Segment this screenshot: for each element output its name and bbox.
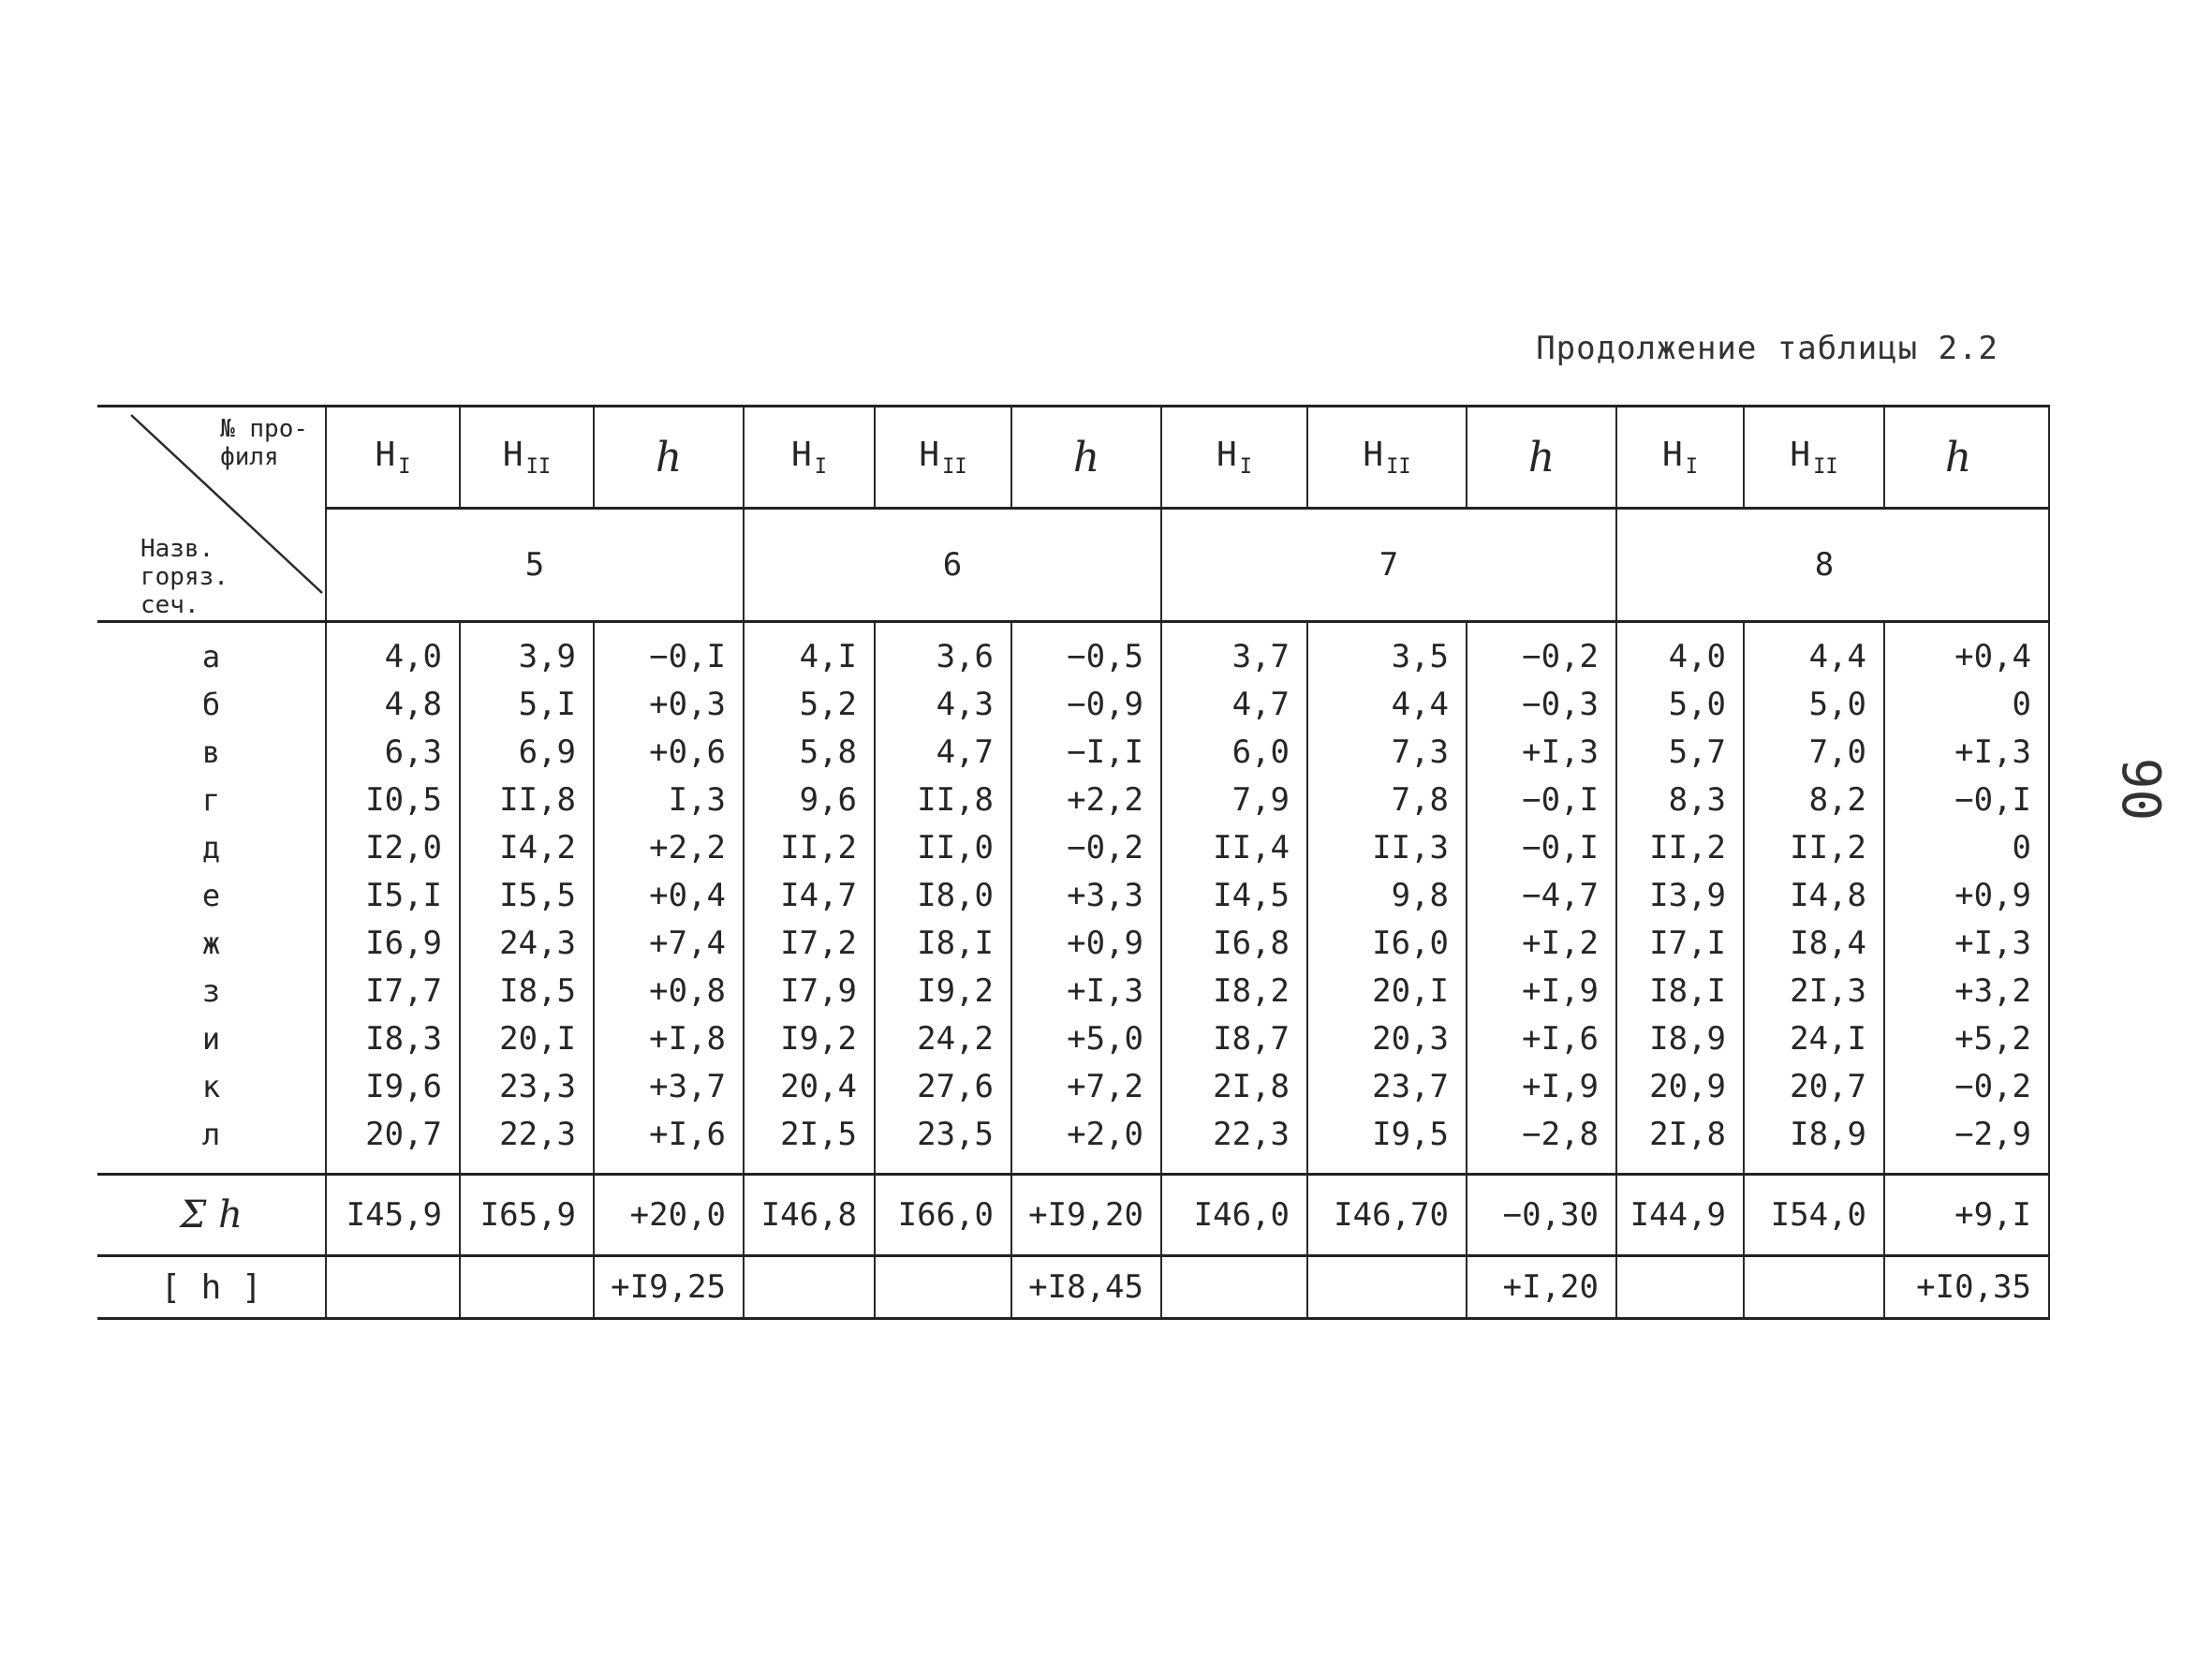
table-cell: 5,0 bbox=[1616, 680, 1744, 728]
table-cell: 5,I bbox=[460, 680, 594, 728]
row-label: г bbox=[97, 776, 326, 823]
table-cell: 27,6 bbox=[875, 1062, 1011, 1110]
table-cell: I4,8 bbox=[1744, 871, 1884, 919]
table-row bbox=[97, 967, 2049, 1015]
row-label: к bbox=[97, 1062, 326, 1110]
table-cell: I8,0 bbox=[875, 871, 1011, 919]
table-cell: 24,2 bbox=[875, 1015, 1011, 1062]
table-cell: +I9,25 bbox=[594, 1256, 744, 1319]
table-cell: 7,8 bbox=[1307, 776, 1467, 823]
row-label: л bbox=[97, 1110, 326, 1175]
table-cell: 3,9 bbox=[460, 622, 594, 681]
table-cell bbox=[460, 1256, 594, 1319]
table-cell: 8,2 bbox=[1744, 776, 1884, 823]
row-label: д bbox=[97, 823, 326, 871]
col-header-h1: H $_I$ bbox=[1616, 407, 1744, 509]
table-cell: I8,4 bbox=[1744, 919, 1884, 967]
table-cell: I,3 bbox=[594, 776, 744, 823]
table-cell: I9,2 bbox=[744, 1015, 875, 1062]
table-cell: I0,5 bbox=[326, 776, 460, 823]
table-cell bbox=[744, 1256, 875, 1319]
table-cell: 4,3 bbox=[875, 680, 1011, 728]
table-cell: 9,8 bbox=[1307, 871, 1467, 919]
table-cell: 23,5 bbox=[875, 1110, 1011, 1175]
table-cell: II,3 bbox=[1307, 823, 1467, 871]
table-cell: I46,0 bbox=[1161, 1175, 1307, 1256]
row-label: и bbox=[97, 1015, 326, 1062]
table-cell: −0,2 bbox=[1011, 823, 1161, 871]
row-label: з bbox=[97, 967, 326, 1015]
table-cell: 5,7 bbox=[1616, 728, 1744, 776]
table-cell: 20,7 bbox=[1744, 1062, 1884, 1110]
table-cell: −0,30 bbox=[1467, 1175, 1616, 1256]
table-cell: 2I,8 bbox=[1616, 1110, 1744, 1175]
col-header-h2: H $_{II}$ bbox=[460, 407, 594, 509]
table-cell: I46,70 bbox=[1307, 1175, 1467, 1256]
table-cell: +3,7 bbox=[594, 1062, 744, 1110]
table-cell: +7,4 bbox=[594, 919, 744, 967]
table-cell bbox=[1307, 1256, 1467, 1319]
table-cell: 8,3 bbox=[1616, 776, 1744, 823]
row-label: Σ h bbox=[97, 1175, 326, 1256]
table-cell: I4,2 bbox=[460, 823, 594, 871]
table-cell: +0,6 bbox=[594, 728, 744, 776]
table-cell: I6,9 bbox=[326, 919, 460, 967]
table-cell: II,2 bbox=[744, 823, 875, 871]
table-cell: +I,6 bbox=[1467, 1015, 1616, 1062]
table-row bbox=[97, 1062, 2049, 1110]
row-label: б bbox=[97, 680, 326, 728]
table-cell: I8,9 bbox=[1744, 1110, 1884, 1175]
table-cell: +I9,20 bbox=[1011, 1175, 1161, 1256]
table-cell: 23,7 bbox=[1307, 1062, 1467, 1110]
table-cell: +I,3 bbox=[1884, 728, 2049, 776]
profile-number-7: 7 bbox=[1161, 509, 1616, 622]
table-row bbox=[97, 823, 2049, 871]
table-cell: −0,3 bbox=[1467, 680, 1616, 728]
table-cell: 2I,8 bbox=[1161, 1062, 1307, 1110]
table-cell: −2,8 bbox=[1467, 1110, 1616, 1175]
table-cell: −0,I bbox=[1467, 823, 1616, 871]
table-cell: +0,9 bbox=[1011, 919, 1161, 967]
sum-row bbox=[97, 1175, 2049, 1256]
table-cell: II,2 bbox=[1616, 823, 1744, 871]
table-cell: 4,I bbox=[744, 622, 875, 681]
row-label: в bbox=[97, 728, 326, 776]
table-cell: 4,7 bbox=[875, 728, 1011, 776]
row-label: [ h ] bbox=[97, 1256, 326, 1319]
table-cell: +I8,45 bbox=[1011, 1256, 1161, 1319]
col-header-h2: H $_{II}$ bbox=[1744, 407, 1884, 509]
table-cell: I5,5 bbox=[460, 871, 594, 919]
average-row bbox=[97, 1256, 2049, 1319]
table-cell: 9,6 bbox=[744, 776, 875, 823]
row-label: а bbox=[97, 622, 326, 681]
table-cell: I4,7 bbox=[744, 871, 875, 919]
table-cell: +I,8 bbox=[594, 1015, 744, 1062]
table-cell: 4,4 bbox=[1744, 622, 1884, 681]
table-cell: I7,9 bbox=[744, 967, 875, 1015]
table-cell: 5,8 bbox=[744, 728, 875, 776]
row-label: е bbox=[97, 871, 326, 919]
table-cell: I5,I bbox=[326, 871, 460, 919]
table-cell: 4,0 bbox=[1616, 622, 1744, 681]
table-cell: I8,9 bbox=[1616, 1015, 1744, 1062]
table-cell: I46,8 bbox=[744, 1175, 875, 1256]
table-cell: 6,9 bbox=[460, 728, 594, 776]
table-cell: +2,0 bbox=[1011, 1110, 1161, 1175]
table-row bbox=[97, 919, 2049, 967]
table-cell: −0,I bbox=[1884, 776, 2049, 823]
table-cell: +0,3 bbox=[594, 680, 744, 728]
table-cell: I8,3 bbox=[326, 1015, 460, 1062]
table-cell: 4,4 bbox=[1307, 680, 1467, 728]
table-cell: 6,3 bbox=[326, 728, 460, 776]
table-cell: I8,I bbox=[875, 919, 1011, 967]
table-cell: +9,I bbox=[1884, 1175, 2049, 1256]
table-cell: I9,2 bbox=[875, 967, 1011, 1015]
table-cell: 20,4 bbox=[744, 1062, 875, 1110]
col-header-h2: H $_{II}$ bbox=[1307, 407, 1467, 509]
table-cell: −0,2 bbox=[1884, 1062, 2049, 1110]
table-cell: +I,9 bbox=[1467, 1062, 1616, 1110]
col-header-h: h bbox=[1011, 407, 1161, 509]
table-cell: −4,7 bbox=[1467, 871, 1616, 919]
table-cell: 20,I bbox=[460, 1015, 594, 1062]
table-cell: I3,9 bbox=[1616, 871, 1744, 919]
col-header-h1: H $_I$ bbox=[1161, 407, 1307, 509]
table-cell: II,8 bbox=[460, 776, 594, 823]
profile-number-label: № про- филя bbox=[220, 414, 308, 471]
table-cell: +7,2 bbox=[1011, 1062, 1161, 1110]
table-cell: 7,3 bbox=[1307, 728, 1467, 776]
table-cell: 23,3 bbox=[460, 1062, 594, 1110]
table-cell: 24,3 bbox=[460, 919, 594, 967]
table-cell bbox=[1744, 1256, 1884, 1319]
table-cell: 0 bbox=[1884, 823, 2049, 871]
table-cell: I8,7 bbox=[1161, 1015, 1307, 1062]
col-header-h1: H $_I$ bbox=[326, 407, 460, 509]
table-cell: I8,5 bbox=[460, 967, 594, 1015]
measurement-table bbox=[97, 405, 2050, 1320]
table-cell: I7,7 bbox=[326, 967, 460, 1015]
table-cell: 20,3 bbox=[1307, 1015, 1467, 1062]
table-cell: 5,2 bbox=[744, 680, 875, 728]
table-cell: +I,3 bbox=[1884, 919, 2049, 967]
table-cell: −0,9 bbox=[1011, 680, 1161, 728]
table-cell: I9,5 bbox=[1307, 1110, 1467, 1175]
profile-number-5: 5 bbox=[326, 509, 744, 622]
table-cell: +I,2 bbox=[1467, 919, 1616, 967]
table-cell: I9,6 bbox=[326, 1062, 460, 1110]
table-body bbox=[97, 622, 2049, 1175]
table-cell: 4,8 bbox=[326, 680, 460, 728]
row-label: ж bbox=[97, 919, 326, 967]
corner-header-cell bbox=[97, 407, 326, 622]
table-cell: +3,2 bbox=[1884, 967, 2049, 1015]
table-row bbox=[97, 1110, 2049, 1175]
col-header-h: h bbox=[1884, 407, 2049, 509]
table-cell: 6,0 bbox=[1161, 728, 1307, 776]
table-row bbox=[97, 776, 2049, 823]
table-cell: +0,4 bbox=[594, 871, 744, 919]
table-cell: +3,3 bbox=[1011, 871, 1161, 919]
table-cell: +I,3 bbox=[1011, 967, 1161, 1015]
page-number: 90 bbox=[2110, 757, 2172, 822]
table-cell: +I0,35 bbox=[1884, 1256, 2049, 1319]
table-cell bbox=[1161, 1256, 1307, 1319]
table-cell: −0,I bbox=[1467, 776, 1616, 823]
table-cell: 5,0 bbox=[1744, 680, 1884, 728]
table-cell: I4,5 bbox=[1161, 871, 1307, 919]
table-cell: +I,9 bbox=[1467, 967, 1616, 1015]
table-cell bbox=[1616, 1256, 1744, 1319]
table-cell: I54,0 bbox=[1744, 1175, 1884, 1256]
table-cell: II,8 bbox=[875, 776, 1011, 823]
table-cell: 4,7 bbox=[1161, 680, 1307, 728]
table-cell: II,4 bbox=[1161, 823, 1307, 871]
table-row bbox=[97, 622, 2049, 681]
table-cell: I2,0 bbox=[326, 823, 460, 871]
profile-number-8: 8 bbox=[1616, 509, 2049, 622]
table-cell: 20,I bbox=[1307, 967, 1467, 1015]
table-cell: −2,9 bbox=[1884, 1110, 2049, 1175]
table-cell: −0,2 bbox=[1467, 622, 1616, 681]
table-cell: −0,I bbox=[594, 622, 744, 681]
table-caption: Продолжение таблицы 2.2 bbox=[1536, 330, 1998, 367]
table-cell: I8,2 bbox=[1161, 967, 1307, 1015]
table-row bbox=[97, 1015, 2049, 1062]
table-cell: I44,9 bbox=[1616, 1175, 1744, 1256]
table-cell: +I,20 bbox=[1467, 1256, 1616, 1319]
table-cell: +0,4 bbox=[1884, 622, 2049, 681]
table-cell: I66,0 bbox=[875, 1175, 1011, 1256]
profile-number-6: 6 bbox=[744, 509, 1161, 622]
table-cell: +5,2 bbox=[1884, 1015, 2049, 1062]
table-cell: +I,6 bbox=[594, 1110, 744, 1175]
table-row bbox=[97, 728, 2049, 776]
table-cell: 4,0 bbox=[326, 622, 460, 681]
table-cell: 24,I bbox=[1744, 1015, 1884, 1062]
table-cell: 2I,5 bbox=[744, 1110, 875, 1175]
table-cell: 20,9 bbox=[1616, 1062, 1744, 1110]
table-cell: +I,3 bbox=[1467, 728, 1616, 776]
table-cell bbox=[326, 1256, 460, 1319]
table-cell: +2,2 bbox=[594, 823, 744, 871]
table-cell: I65,9 bbox=[460, 1175, 594, 1256]
table-cell: +2,2 bbox=[1011, 776, 1161, 823]
table-row bbox=[97, 871, 2049, 919]
table-cell: +0,8 bbox=[594, 967, 744, 1015]
table-cell: II,0 bbox=[875, 823, 1011, 871]
table-cell: +5,0 bbox=[1011, 1015, 1161, 1062]
table-cell: 3,7 bbox=[1161, 622, 1307, 681]
table-cell: +20,0 bbox=[594, 1175, 744, 1256]
table-cell: 3,5 bbox=[1307, 622, 1467, 681]
table-cell: 22,3 bbox=[460, 1110, 594, 1175]
table-cell: 3,6 bbox=[875, 622, 1011, 681]
col-header-h2: H $_{II}$ bbox=[875, 407, 1011, 509]
table-cell: 20,7 bbox=[326, 1110, 460, 1175]
col-header-h1: H $_I$ bbox=[744, 407, 875, 509]
table-cell: I45,9 bbox=[326, 1175, 460, 1256]
table-cell: I6,0 bbox=[1307, 919, 1467, 967]
table-cell: 2I,3 bbox=[1744, 967, 1884, 1015]
profile-header-row bbox=[97, 509, 2049, 622]
table-cell: −0,5 bbox=[1011, 622, 1161, 681]
table-cell: 0 bbox=[1884, 680, 2049, 728]
col-header-h: h bbox=[1467, 407, 1616, 509]
table-cell: I7,I bbox=[1616, 919, 1744, 967]
table-cell: 7,9 bbox=[1161, 776, 1307, 823]
table-cell: II,2 bbox=[1744, 823, 1884, 871]
section-name-label: Назв. горяз. сеч. bbox=[140, 534, 229, 619]
table-cell bbox=[875, 1256, 1011, 1319]
col-header-h: h bbox=[594, 407, 744, 509]
table-cell: +0,9 bbox=[1884, 871, 2049, 919]
table-cell: I7,2 bbox=[744, 919, 875, 967]
table-cell: I8,I bbox=[1616, 967, 1744, 1015]
table-cell: 7,0 bbox=[1744, 728, 1884, 776]
table-cell: 22,3 bbox=[1161, 1110, 1307, 1175]
table-row bbox=[97, 680, 2049, 728]
table-cell: −I,I bbox=[1011, 728, 1161, 776]
table-cell: I6,8 bbox=[1161, 919, 1307, 967]
column-header-row bbox=[97, 407, 2049, 509]
